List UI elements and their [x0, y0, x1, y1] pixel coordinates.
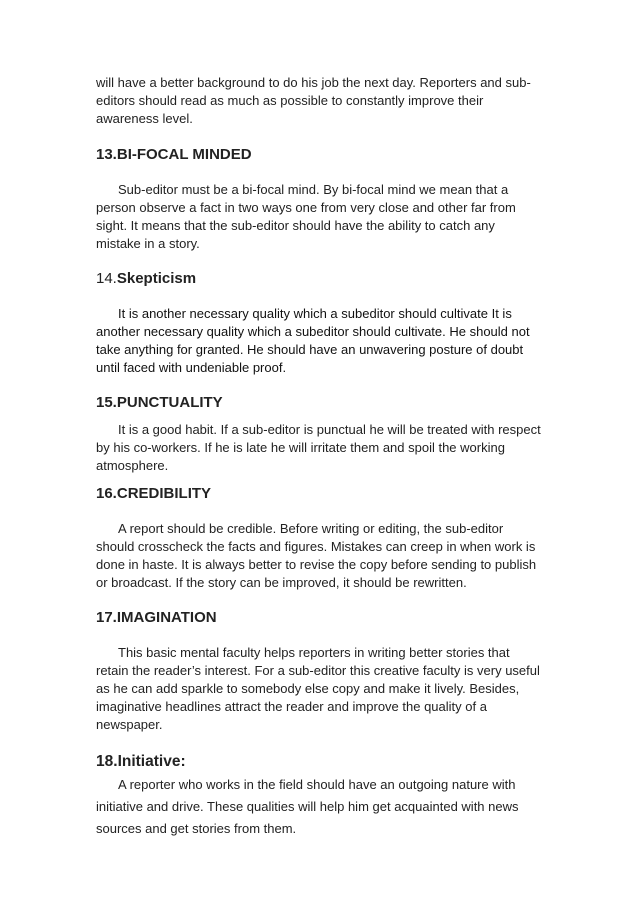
heading-14-number: 14. [96, 270, 117, 287]
heading-13-number: 13. [96, 146, 117, 163]
heading-14 [96, 269, 542, 289]
heading-15-title: PUNCTUALITY [116, 394, 223, 411]
heading-15 [96, 393, 542, 413]
heading-18-number: 18. [96, 753, 118, 770]
heading-16-number: 16. [96, 485, 117, 502]
paragraph-17: This basic mental faculty helps reporters in writing better stories that retain the reader’s interest. For a sub-editor this creative faculty is very useful as he can add sparkle to somebody else copy and make it lively. Besides, imaginative headlines attract the reader and improve the quality of a newspaper. [96, 645, 540, 732]
heading-13 [96, 145, 542, 165]
heading-15-number: 15. [96, 394, 117, 411]
heading-18 [96, 752, 542, 772]
paragraph-18: A reporter who works in the field should have an outgoing nature with initiative and drive. These qualities will help him get acquainted with news sources and get stories from them. [96, 777, 519, 836]
heading-16-title: CREDIBILITY [116, 485, 212, 502]
heading-16 [96, 484, 542, 504]
paragraph-14: It is another necessary quality which a subeditor should cultivate It is another necessary quality which a subeditor should cultivate. He should not take anything for granted. He should have an unwavering posture of doubt until faced with undeniable proof. [96, 306, 530, 375]
document-page [96, 74, 542, 840]
paragraph-13: Sub-editor must be a bi-focal mind. By bi-focal mind we mean that a person observe a fact in two ways one from very close and other far from sight. It means that the sub-editor should have the ability to catch any mistake in a story. [96, 182, 516, 251]
heading-17 [96, 608, 542, 628]
paragraph-15: It is a good habit. If a sub-editor is punctual he will be treated with respect by his co-workers. If he is late he will irritate them and spoil the working atmosphere. [96, 422, 541, 473]
heading-17-number: 17. [96, 609, 117, 626]
paragraph-16: A report should be credible. Before writing or editing, the sub-editor should crosscheck the facts and figures. Mistakes can creep in when work is done in haste. It is always better to revise the copy before sending to publish or broadcast. If the story can be improved, it should be rewritten. [96, 521, 537, 590]
heading-18-title: Initiative: [117, 753, 186, 770]
heading-14-title: Skepticism [116, 270, 197, 287]
heading-13-title: BI-FOCAL MINDED [116, 146, 252, 163]
intro-paragraph: will have a better background to do his job the next day. Reporters and sub-editors should read as much as possible to constantly improve their awareness level. [96, 75, 531, 126]
heading-17-title: IMAGINATION [116, 609, 217, 626]
